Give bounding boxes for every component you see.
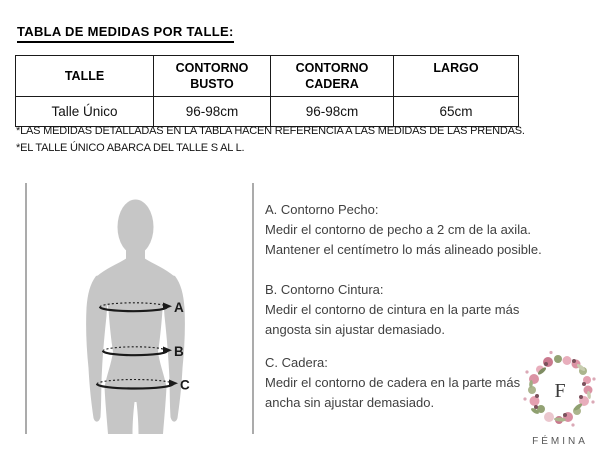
brand-logo xyxy=(514,350,606,447)
instruction-hip-line2: ancha sin ajustar demasiado. xyxy=(265,395,435,410)
instruction-waist-heading: B. Contorno Cintura: xyxy=(265,282,384,297)
hip-label: C xyxy=(180,377,190,393)
body-silhouette-figure xyxy=(23,180,256,436)
instruction-bust xyxy=(265,200,550,260)
size-table-row xyxy=(16,97,519,127)
instruction-waist xyxy=(265,280,550,340)
page-title: TABLA DE MEDIDAS POR TALLE: xyxy=(17,24,234,43)
size-table-header-row xyxy=(16,56,519,97)
footnote-measures: *LAS MEDIDAS DETALLADAS EN LA TABLA HACEN REFERENCIA A LAS MEDIDAS DE LAS PRENDAS. xyxy=(16,125,525,137)
column-header-largo: LARGO xyxy=(394,56,519,97)
instruction-waist-line1: Medir el contorno de cintura en la parte más xyxy=(265,302,520,317)
instruction-waist-line2: angosta sin ajustar demasiado. xyxy=(265,322,445,337)
instruction-hip xyxy=(265,353,550,413)
floral-wreath-icon xyxy=(514,350,606,430)
brand-name: FÉMINA xyxy=(532,436,588,447)
body-silhouette xyxy=(86,200,185,435)
column-header-talle: TALLE xyxy=(16,56,154,97)
instruction-hip-line1: Medir el contorno de cadera en la parte más xyxy=(265,375,521,390)
instruction-bust-heading: A. Contorno Pecho: xyxy=(265,202,379,217)
bust-label: A xyxy=(174,300,184,315)
logo-letter: F xyxy=(554,380,566,402)
column-header-contorno-busto: CONTORNO BUSTO xyxy=(154,56,271,97)
cell-largo: 65cm xyxy=(394,97,519,127)
cell-cadera: 96-98cm xyxy=(271,97,394,127)
instruction-hip-heading: C. Cadera: xyxy=(265,355,328,370)
size-table xyxy=(15,55,519,127)
column-header-contorno-cadera: CONTORNO CADERA xyxy=(271,56,394,97)
cell-talle: Talle Único xyxy=(16,97,154,127)
table-footnotes xyxy=(16,123,525,157)
footnote-talle-unico: *EL TALLE ÚNICO ABARCA DEL TALLE S AL L. xyxy=(16,142,245,154)
instruction-bust-line2: Mantener el centímetro lo más alineado posible. xyxy=(265,242,542,257)
instruction-bust-line1: Medir el contorno de pecho a 2 cm de la axila. xyxy=(265,222,531,237)
cell-busto: 96-98cm xyxy=(154,97,271,127)
waist-label: B xyxy=(174,344,184,359)
